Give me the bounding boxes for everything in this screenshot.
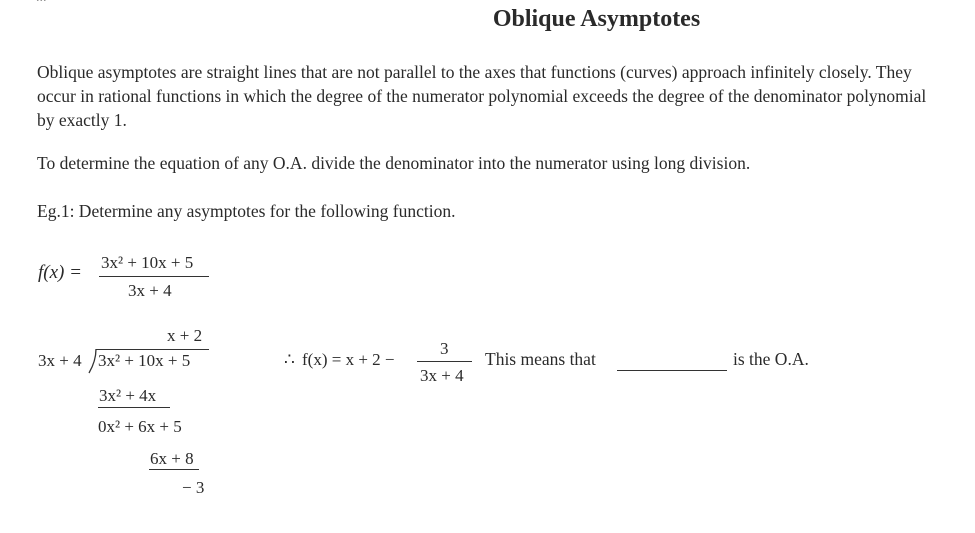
division-final-remainder: − 3 (182, 478, 205, 497)
division-step2-underline (149, 469, 199, 470)
result-fraction-numerator: 3 (440, 339, 449, 358)
result-sentence-end: is the O.A. (733, 349, 809, 369)
page-title: Oblique Asymptotes (492, 6, 701, 32)
function-denominator: 3x + 4 (128, 281, 172, 300)
result-fraction-denominator: 3x + 4 (420, 366, 464, 385)
example-prompt: Eg.1: Determine any asymptotes for the following function. (37, 201, 456, 221)
result-equation: f(x) = x + 2 − (302, 350, 395, 369)
division-step1-subtract: 3x² + 4x (99, 386, 157, 405)
division-step2-subtract: 6x + 8 (150, 449, 194, 468)
function-lhs: f(x) = (38, 262, 82, 283)
answer-blank[interactable] (617, 370, 727, 371)
result-fraction-bar (417, 361, 472, 362)
division-dividend: 3x² + 10x + 5 (98, 351, 191, 370)
division-bracket (88, 348, 98, 374)
division-bar (96, 349, 209, 350)
result-sentence-start: This means that (485, 349, 596, 369)
division-quotient: x + 2 (167, 326, 203, 345)
function-numerator: 3x² + 10x + 5 (101, 253, 194, 272)
division-step1-underline (98, 407, 170, 408)
therefore-symbol: ∴ (284, 350, 295, 369)
division-divisor: 3x + 4 (38, 351, 82, 370)
intro-paragraph: Oblique asymptotes are straight lines that are not parallel to the axes that functions (curves) approach infinitely closely. They occur in rational functions in which the degree of the numerator polynomial exceeds the degree of the denominator polynomial by exactly 1. (37, 62, 927, 130)
division-step1-remainder: 0x² + 6x + 5 (98, 417, 182, 436)
function-fraction-bar (99, 276, 209, 277)
method-paragraph: To determine the equation of any O.A. divide the denominator into the numerator using long division. (37, 153, 751, 173)
